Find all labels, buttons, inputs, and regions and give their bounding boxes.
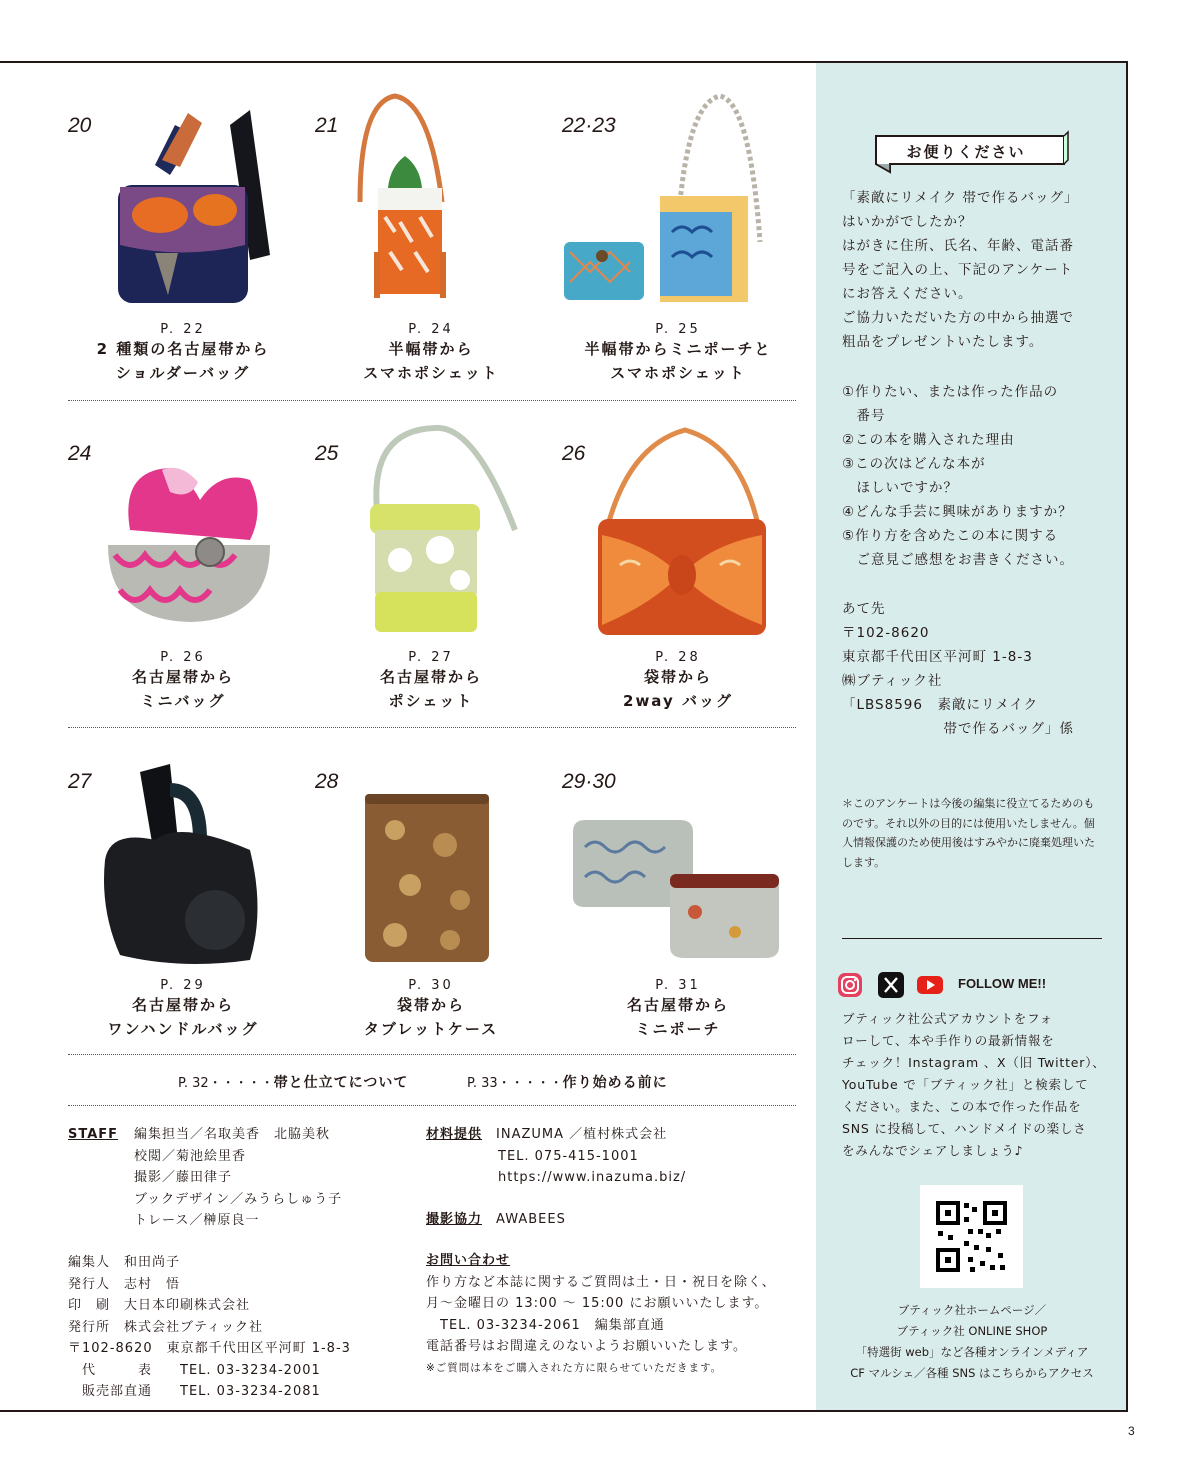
item-number: 28	[315, 770, 339, 793]
sidebar-separator	[842, 938, 1102, 939]
staff-line: 校閲／菊池絵里香	[134, 1148, 247, 1164]
follow-text: ブティック社公式アカウントをフォ ローして、本や手作りの最新情報を チェック！Instagram 、X（旧 Twitter）、 YouTube で「ブティック社」と検索して ください。また、この本で作った作品を SNS に投稿して、ハンドメイドの楽しさ をみんなでシェアしましょう♪	[842, 1011, 1106, 1158]
staff-credits	[68, 1124, 118, 1146]
publisher-line: 発行所 株式会社ブティック社	[68, 1319, 263, 1335]
photo-coop-value: AWABEES	[496, 1212, 566, 1227]
inquiry-note: ※ご質問は本をご購入された方に限らせていただきます。	[426, 1361, 723, 1374]
one-handle-bag-image	[100, 760, 275, 970]
instagram-icon[interactable]	[836, 971, 864, 999]
item-number: 26	[562, 442, 586, 465]
smartphone-pochette-image	[340, 92, 490, 307]
item-title-line1: 半幅帯からミニポーチと	[584, 340, 772, 358]
inquiry-line: 月～金曜日の 13:00 ～ 15:00 にお願いいたします。	[426, 1296, 769, 1311]
item-title-line1: 袋帯から	[396, 996, 465, 1014]
materials-line: TEL. 075-415-1001	[498, 1148, 639, 1164]
staff-line: 撮影／藤田律子	[134, 1170, 233, 1185]
publisher-info	[68, 1252, 351, 1403]
inquiry-line: 作り方など本誌に関するご質問は土・日・祝日を除く、	[426, 1274, 776, 1290]
qr-code-icon	[920, 1185, 1023, 1288]
mini-pouch-and-pochette-image	[560, 92, 805, 307]
item-title-line1: 名古屋帯から	[131, 996, 234, 1014]
page-ref: P. 28	[655, 650, 701, 665]
page-ref: P. 27	[408, 650, 454, 665]
item-title-line1: 半幅帯から	[388, 340, 474, 358]
page-ref: P. 26	[160, 650, 206, 665]
item-number: 24	[68, 442, 92, 465]
photo-coop	[426, 1209, 566, 1231]
qr-code[interactable]	[920, 1185, 1023, 1288]
follow-label: FOLLOW ME!!	[958, 976, 1047, 991]
publisher-line: 販売部直通 TEL. 03-3234-2081	[68, 1384, 321, 1399]
item-title-line1: 名古屋帯から	[131, 668, 234, 686]
inquiry-info	[426, 1250, 776, 1379]
item-title-line1: 名古屋帯から	[379, 668, 482, 686]
photo-coop-label: 撮影協力	[426, 1212, 483, 1227]
mini-pouch-image	[565, 812, 780, 972]
page-ref: P. 31	[655, 978, 701, 993]
materials-line: https://www.inazuma.biz/	[498, 1170, 687, 1185]
page-ref: P. 30	[408, 978, 454, 993]
inquiry-line: 電話番号はお間違えのないようお願いいたします。	[426, 1339, 747, 1354]
sidebar-note: ＊このアンケートは今後の編集に役立てるためのものです。それ以外の目的には使用いたしません。個人情報保護のため使用後はすみやかに廃棄処理いたします。	[842, 797, 1095, 869]
youtube-icon[interactable]	[916, 971, 944, 999]
shoulder-bag-image	[100, 105, 280, 310]
inquiry-line: TEL. 03-3234-2061 編集部直通	[426, 1317, 665, 1333]
inquiry-label: お問い合わせ	[426, 1253, 511, 1268]
item-title-line2: スマホポシェット	[363, 364, 499, 382]
item-title-line1: 袋帯から	[643, 668, 712, 686]
ref-page: P. 33・・・・・	[467, 1076, 563, 1091]
qr-caption	[832, 1300, 1112, 1384]
item-title-line2: ミニポーチ	[635, 1020, 721, 1038]
page-ref: P. 22	[160, 322, 206, 337]
item-number: 29·30	[562, 770, 616, 793]
qr-caption-line: ブティック社 ONLINE SHOP	[896, 1324, 1048, 1338]
item-title-line1: 名古屋帯から	[626, 996, 729, 1014]
dotted-divider	[68, 727, 796, 728]
qr-caption-line: CF マルシェ／各種 SNS はこちらからアクセス	[850, 1366, 1094, 1380]
item-title-line2: ショルダーバッグ	[115, 364, 251, 382]
staff-line: ブックデザイン／みうらしゅう子	[134, 1191, 343, 1207]
dotted-divider	[68, 400, 796, 401]
publisher-line: 編集人 和田尚子	[68, 1255, 181, 1270]
materials-label: 材料提供	[426, 1127, 483, 1142]
publisher-line: 〒102-8620 東京都千代田区平河町 1-8-3	[68, 1341, 351, 1356]
ref-p33	[467, 1072, 668, 1092]
ref-title: 帯と仕立てについて	[273, 1075, 409, 1091]
publisher-line: 発行人 志村 悟	[68, 1276, 181, 1292]
x-icon[interactable]	[877, 971, 905, 999]
pochette-image	[355, 420, 525, 635]
page-ref: P. 25	[655, 322, 701, 337]
publisher-line: 印 刷 大日本印刷株式会社	[68, 1298, 251, 1313]
staff-line: トレース／榊原良一	[134, 1213, 260, 1228]
sidebar-intro: 「素敵にリメイク 帯で作るバッグ」 はいかがでしたか？ はがきに住所、氏名、年齢、電話番 号をご記入の上、下記のアンケート にお答えください。 ご協力いただいた方の中から抽選で 粗品をプレゼントいたします。	[842, 190, 1079, 350]
item-number: 21	[315, 114, 339, 137]
item-number: 27	[68, 770, 92, 793]
page-ref: P. 24	[408, 322, 454, 337]
staff-label: STAFF	[68, 1127, 119, 1142]
item-number: 22·23	[562, 114, 616, 137]
dotted-divider	[68, 1054, 796, 1055]
item-title-line2: ポシェット	[388, 692, 474, 710]
item-number: 20	[68, 114, 92, 137]
ref-p32	[178, 1072, 408, 1092]
page-ref: P. 29	[160, 978, 206, 993]
dotted-divider	[68, 1105, 796, 1106]
item-number: 25	[315, 442, 339, 465]
qr-caption-line: ブティック社ホームページ／	[897, 1303, 1047, 1317]
staff-list	[134, 1124, 342, 1232]
item-title-line2: 2way バッグ	[623, 692, 733, 710]
ref-page: P. 32・・・・・	[178, 1076, 274, 1091]
item-title-line2: ワンハンドルバッグ	[107, 1020, 259, 1038]
tablet-case-image	[355, 790, 505, 970]
materials-info	[426, 1124, 686, 1189]
item-title-line2: タブレットケース	[363, 1020, 499, 1038]
banner-title: お便りください	[906, 143, 1026, 161]
two-way-bag-image	[590, 425, 780, 640]
ref-title: 作り始める前に	[562, 1075, 668, 1091]
staff-line: 編集担当／名取美香 北脇美秋	[134, 1127, 331, 1142]
qr-caption-line: 「特選街 web」など各種オンラインメディア	[855, 1345, 1089, 1359]
item-title-line1: 2 種類の名古屋帯から	[96, 340, 270, 358]
item-title-line2: ミニバッグ	[140, 692, 226, 710]
item-title-line2: スマホポシェット	[610, 364, 746, 382]
mini-bag-image	[100, 460, 280, 630]
materials-line: INAZUMA ／植村株式会社	[496, 1127, 668, 1142]
page-number: 3	[1128, 1424, 1135, 1438]
sidebar-questions: ①作りたい、または作った作品の 番号 ②この本を購入された理由 ③この次はどんな本が ほしいですか？ ④どんな手芸に興味がありますか？ ⑤作り方を含めたこの本に関する ご意見ご感想をお書きください。	[842, 384, 1074, 568]
sidebar-address: あて先 〒102-8620 東京都千代田区平河町 1-8-3 ㈱ブティック社 「LBS8596 素敵にリメイク 帯で作るバッグ」係	[842, 601, 1074, 737]
publisher-line: 代 表 TEL. 03-3234-2001	[68, 1362, 321, 1378]
